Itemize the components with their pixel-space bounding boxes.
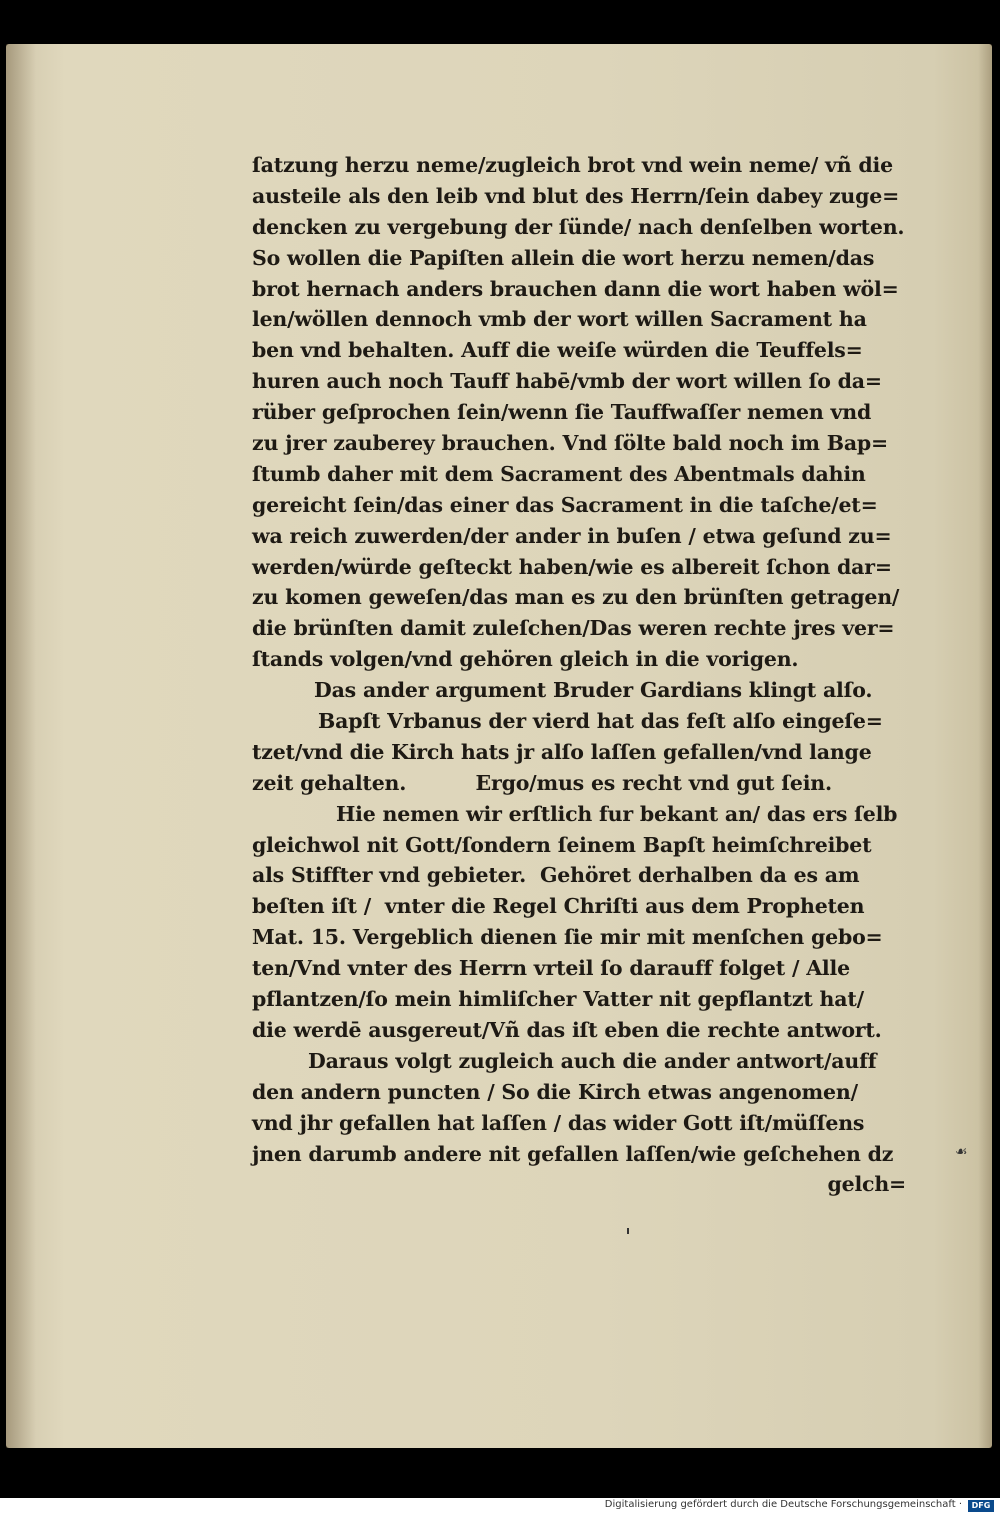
text-line: ſtands volgen/vnd gehören gleich in die vorigen. [252, 647, 799, 672]
text-line: tzet/vnd die Kirch hats jr alſo laſſen gefallen/vnd lange [252, 739, 872, 764]
catchword: gelch= [827, 1172, 906, 1197]
dfg-logo-icon: DFG [968, 1500, 994, 1512]
text-line: Das ander argument Bruder Gardians klingt alſo. [314, 678, 873, 703]
text-line: vnd jhr gefallen hat laſſen / das wider Gott iſt/müſſens [252, 1110, 865, 1135]
text-line: ten/Vnd vnter des Herrn vrteil ſo darauff folget / Alle [252, 956, 850, 981]
text-line: gereicht ſein/das einer das Sacrament in die taſche/et= [252, 492, 878, 517]
text-line: die brünſten damit zuleſchen/Das weren rechte jres ver= [252, 616, 895, 641]
text-line: austeile als den leib vnd blut des Herrn/ſein dabey zuge= [252, 183, 900, 208]
page-gutter-shadow [6, 44, 36, 1448]
text-line: dencken zu vergebung der ſünde/ nach denſelben worten. [252, 214, 905, 239]
footer-bar [0, 1498, 1000, 1515]
page-edge-shadow [978, 44, 992, 1448]
text-line: len/wöllen dennoch vmb der wort willen Sacrament ha [252, 307, 867, 332]
text-line: gleichwol nit Gott/ſondern ſeinem Bapſt heimſchreibet [252, 832, 872, 857]
text-line: Daraus volgt zugleich auch die ander antwort/auff [308, 1048, 877, 1073]
text-line: beſten iſt / vnter die Regel Chriſti aus dem Propheten [252, 894, 865, 919]
text-line: rüber geſprochen ſein/wenn ſie Tauffwaſſer nemen vnd [252, 400, 872, 425]
text-line: den andern puncten / So die Kirch etwas angenomen/ [252, 1079, 858, 1104]
text-line: zeit gehalten. Ergo/mus es recht vnd gut ſein. [252, 770, 832, 795]
text-line: brot hernach anders brauchen dann die wort haben wöl= [252, 276, 899, 301]
text-line: werden/würde geſteckt haben/wie es albereit ſchon dar= [252, 554, 892, 579]
text-line: als Stiffter vnd gebieter. Gehöret derhalben da es am [252, 863, 860, 888]
text-line: Hie nemen wir erſtlich fur bekant an/ das ers ſelb [336, 801, 898, 826]
text-line: huren auch noch Tauff habē/vmb der wort willen ſo da= [252, 369, 882, 394]
text-line: ben vnd behalten. Auff die weiſe würden die Teuffels= [252, 338, 863, 363]
text-line: wa reich zuwerden/der ander in buſen / etwa geſund zu= [252, 523, 892, 548]
text-line: ſatzung herzu neme/zugleich brot vnd wein neme/ vñ die [252, 153, 893, 177]
margin-mark: ☙ [955, 1144, 968, 1160]
footer-credit: Digitalisierung gefördert durch die Deutsche Forschungsgemeinschaft · [604, 1499, 962, 1510]
text-line: ſtumb daher mit dem Sacrament des Abentmals dahin [252, 461, 866, 486]
text-line: Mat. 15. Vergeblich dienen ſie mir mit menſchen gebo= [252, 925, 883, 950]
text-line: zu jrer zauberey brauchen. Vnd ſölte bald noch im Bap= [252, 431, 889, 456]
text-line: die werdē ausgereut/Vñ das iſt eben die rechte antwort. [252, 1017, 882, 1042]
page-text-block [252, 150, 912, 1200]
text-line: jnen darumb andere nit gefallen laſſen/wie geſchehen dz [252, 1141, 894, 1166]
ink-speck [627, 1228, 629, 1234]
text-line: So wollen die Papiſten allein die wort herzu nemen/das [252, 245, 875, 270]
text-line: zu komen geweſen/das man es zu den brünſten getragen/ [252, 585, 900, 610]
text-line: Bapſt Vrbanus der vierd hat das feſt alſo eingeſe= [318, 709, 883, 734]
text-line: pflantzen/ſo mein himliſcher Vatter nit gepflantzt hat/ [252, 987, 864, 1012]
